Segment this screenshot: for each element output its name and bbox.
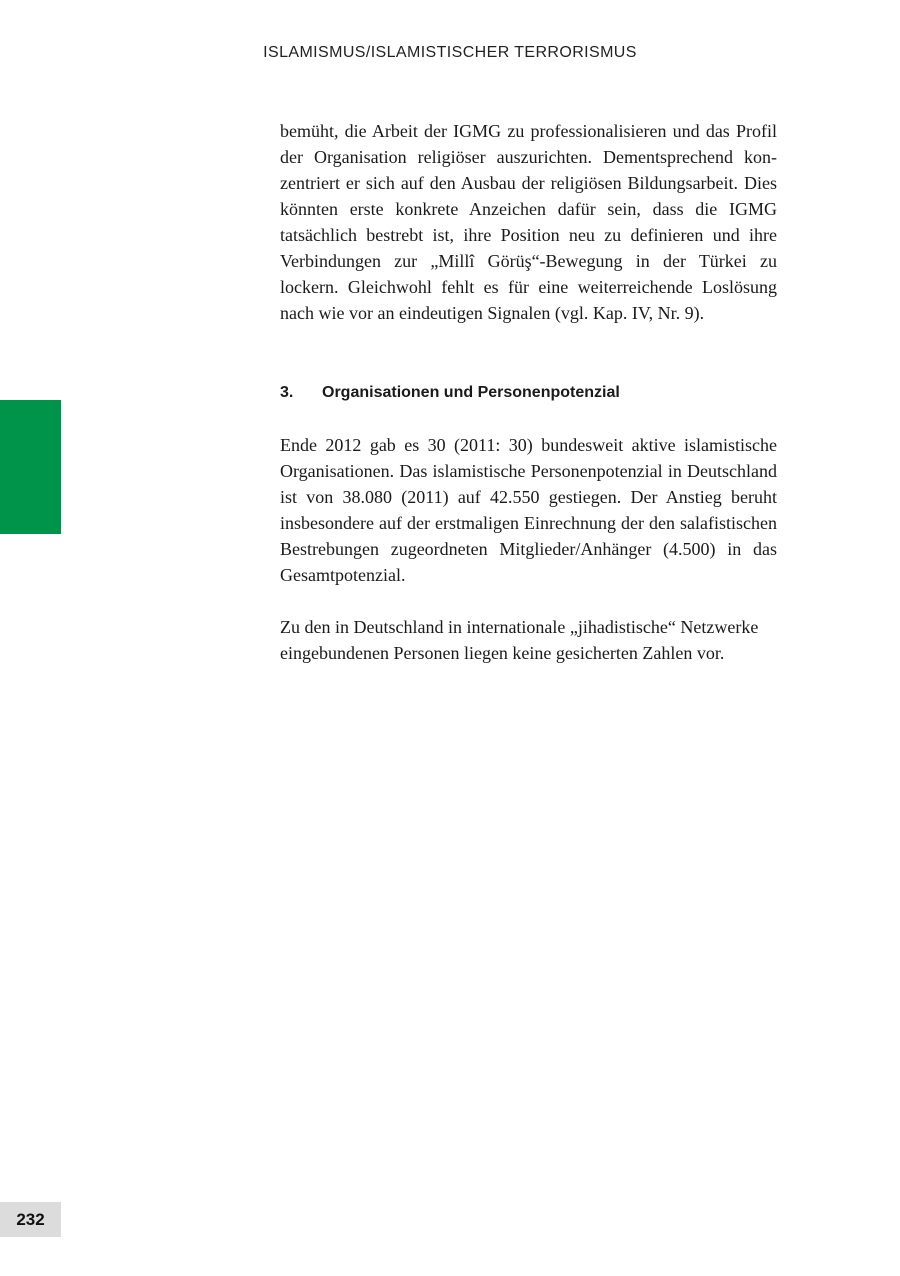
- page-body: [280, 118, 777, 666]
- section-title: Organisationen und Personenpotenzial: [322, 384, 620, 401]
- body-paragraph: Zu den in Deutschland in internationale „jihadistische“ Netzwerke eingebundenen Personen liegen keine gesicherten Zahlen vor.: [280, 617, 759, 663]
- body-paragraph: bemüht, die Arbeit der IGMG zu professionalisieren und das Profil der Organisation religiöser auszurichten. Dementsprechend konzentriert er sich auf den Ausbau der religiösen Bildungsarbeit. Dies könnten erste konkrete Anzeichen dafür sein, dass die IGMG tatsächlich bestrebt ist, ihre Position neu zu definieren und ihre Verbindungen zur „Millî Görüş“-Bewegung in der Türkei zu lockern. Gleichwohl fehlt es für eine weiterreichende Loslösung nach wie vor an eindeutigen Signalen (vgl. Kap. IV, Nr. 9).: [280, 121, 777, 323]
- running-header: ISLAMISMUS/ISLAMISTISCHER TERRORISMUS: [263, 44, 637, 61]
- section-number: 3.: [280, 384, 294, 401]
- section-heading: [280, 380, 777, 406]
- body-paragraph: Ende 2012 gab es 30 (2011: 30) bundesweit aktive islamistische Organisationen. Das islamistische Personenpotenzial in Deutschland ist von 38.080 (2011) auf 42.550 gestiegen. Der Anstieg beruht insbesondere auf der erstmaligen Einrechnung der den salafistischen Bestrebungen zugeordneten Mitglieder/Anhänger (4.500) in das Gesamtpotenzial.: [280, 435, 777, 585]
- chapter-color-tab: [0, 400, 61, 534]
- page-number: 232: [0, 1202, 61, 1237]
